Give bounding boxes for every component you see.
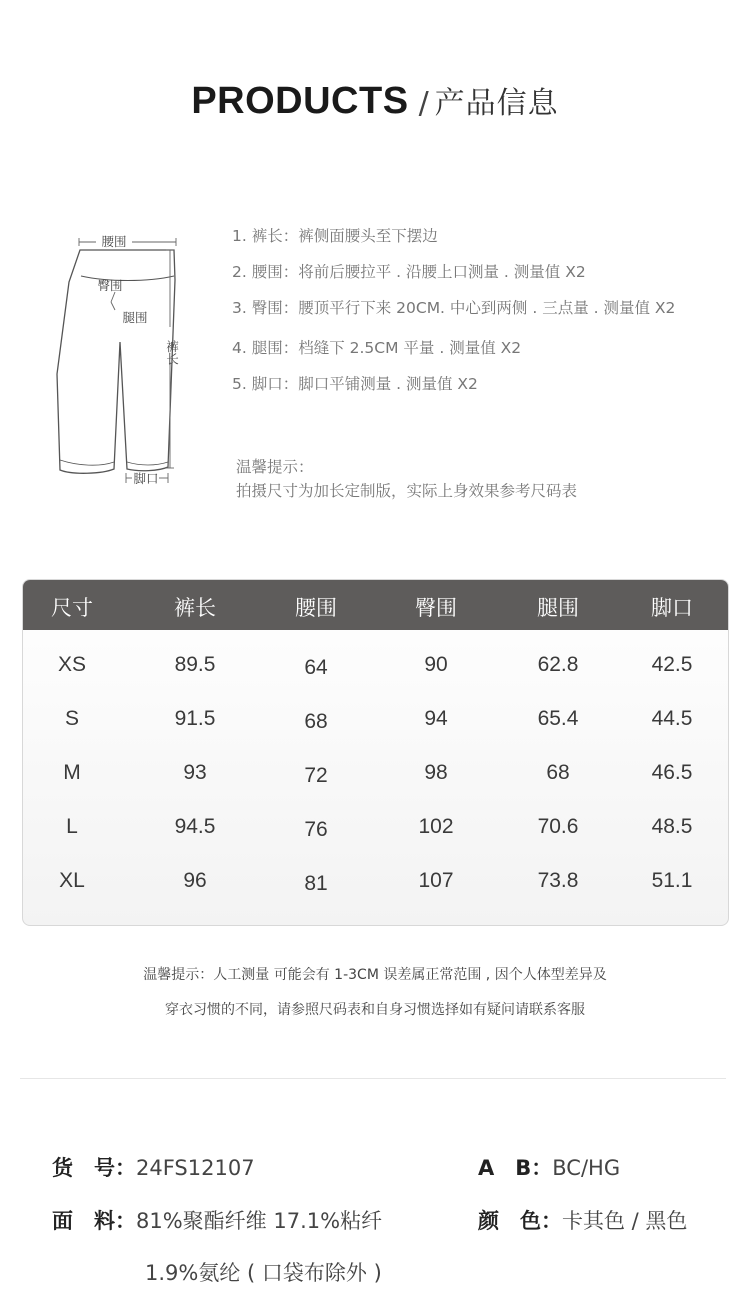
page-title <box>0 78 750 123</box>
header-hem: 脚口 <box>651 596 693 620</box>
table-cell: 68 <box>546 761 570 784</box>
diagram-length-label: 裤长 <box>164 340 180 365</box>
ab-value: BC/HG <box>552 1156 621 1180</box>
fabric-value-2: 1.9%氨纶 ( 口袋布除外 ) <box>145 1261 382 1285</box>
table-cell: 89.5 <box>174 653 216 676</box>
table-cell: 93 <box>183 761 207 784</box>
table-cell: 76 <box>304 818 328 841</box>
table-cell: M <box>63 761 81 784</box>
table-cell: S <box>64 707 79 730</box>
color-value: 卡其色 / 黑色 <box>562 1209 688 1233</box>
table-cell: 68 <box>304 710 328 733</box>
tip-title: 温馨提示： <box>236 458 314 476</box>
table-cell: 70.6 <box>537 815 579 838</box>
table-row <box>23 815 728 869</box>
table-cell: 96 <box>183 869 207 892</box>
photo-size-tip <box>236 455 577 503</box>
table-cell: 72 <box>304 764 328 787</box>
table-cell: 44.5 <box>651 707 693 730</box>
note-thigh: 4. 腿围：档缝下 2.5CM 平量 . 测量值 X2 <box>232 339 522 357</box>
warm-note-line-1: 温馨提示：人工测量 可能会有 1-3CM 误差属正常范围 , 因个人体型差异及 <box>143 967 607 983</box>
table-cell: XL <box>59 869 85 892</box>
fabric-label: 面 料： <box>52 1209 136 1233</box>
header-thigh: 腿围 <box>537 596 579 620</box>
ab-label: A B： <box>478 1156 553 1180</box>
table-cell: 94 <box>424 707 448 730</box>
fabric-value-1: 81%聚酯纤维 17.1%粘纤 <box>136 1209 383 1233</box>
sku-row <box>52 1152 255 1182</box>
color-label: 颜 色： <box>478 1209 562 1233</box>
fabric-row <box>52 1205 382 1235</box>
diagram-thigh-label: 腿围 <box>122 310 148 325</box>
table-cell: 107 <box>418 869 454 892</box>
header-size: 尺寸 <box>51 596 93 620</box>
header-hip: 臀围 <box>415 596 457 620</box>
header-waist: 腰围 <box>295 596 337 620</box>
table-cell: 91.5 <box>174 707 216 730</box>
table-cell: XS <box>57 653 86 676</box>
table-cell: 42.5 <box>651 653 693 676</box>
size-table <box>22 579 729 926</box>
note-waist: 2. 腰围：将前后腰拉平 . 沿腰上口测量 . 测量值 X2 <box>232 263 586 281</box>
table-cell: 48.5 <box>651 815 693 838</box>
title-english: PRODUCTS <box>191 80 409 122</box>
table-cell: 64 <box>304 656 328 679</box>
table-row <box>23 869 728 923</box>
table-row <box>23 653 728 707</box>
table-cell: 46.5 <box>651 761 693 784</box>
table-cell: 90 <box>424 653 448 676</box>
table-cell: 65.4 <box>537 707 579 730</box>
note-length: 1. 裤长：裤侧面腰头至下摆边 <box>232 227 438 245</box>
header-length: 裤长 <box>174 596 216 620</box>
sku-value: 24FS12107 <box>136 1156 255 1180</box>
color-row <box>478 1205 687 1235</box>
sku-label: 货 号： <box>52 1156 136 1180</box>
note-hem: 5. 脚口：脚口平铺测量 . 测量值 X2 <box>232 375 478 393</box>
warm-note-line-2: 穿衣习惯的不同，请参照尺码表和自身习惯选择如有疑问请联系客服 <box>165 1002 585 1018</box>
diagram-waist-label: 腰围 <box>101 234 127 249</box>
table-cell: 73.8 <box>537 869 579 892</box>
note-hip: 3. 臀围：腰顶平行下来 20CM. 中心到两侧 . 三点量 . 测量值 X2 <box>232 299 676 317</box>
diagram-hip-label: 臀围 <box>97 278 123 293</box>
table-cell: 81 <box>304 872 328 895</box>
pants-measurement-diagram <box>48 222 188 502</box>
table-header <box>23 580 728 630</box>
title-separator: / <box>418 86 429 121</box>
table-cell: 102 <box>418 815 454 838</box>
table-cell: 62.8 <box>537 653 579 676</box>
tip-text: 拍摄尺寸为加长定制版，实际上身效果参考尺码表 <box>236 482 578 500</box>
ab-row <box>478 1152 620 1182</box>
table-cell: 98 <box>424 761 448 784</box>
section-divider <box>20 1078 726 1079</box>
table-cell: 94.5 <box>174 815 216 838</box>
fabric-row-continued <box>145 1257 382 1287</box>
title-chinese: 产品信息 <box>434 86 559 121</box>
diagram-hem-label: 脚口 <box>133 471 159 486</box>
table-cell: L <box>66 815 78 838</box>
table-row <box>23 761 728 815</box>
table-cell: 51.1 <box>651 869 693 892</box>
table-row <box>23 707 728 761</box>
